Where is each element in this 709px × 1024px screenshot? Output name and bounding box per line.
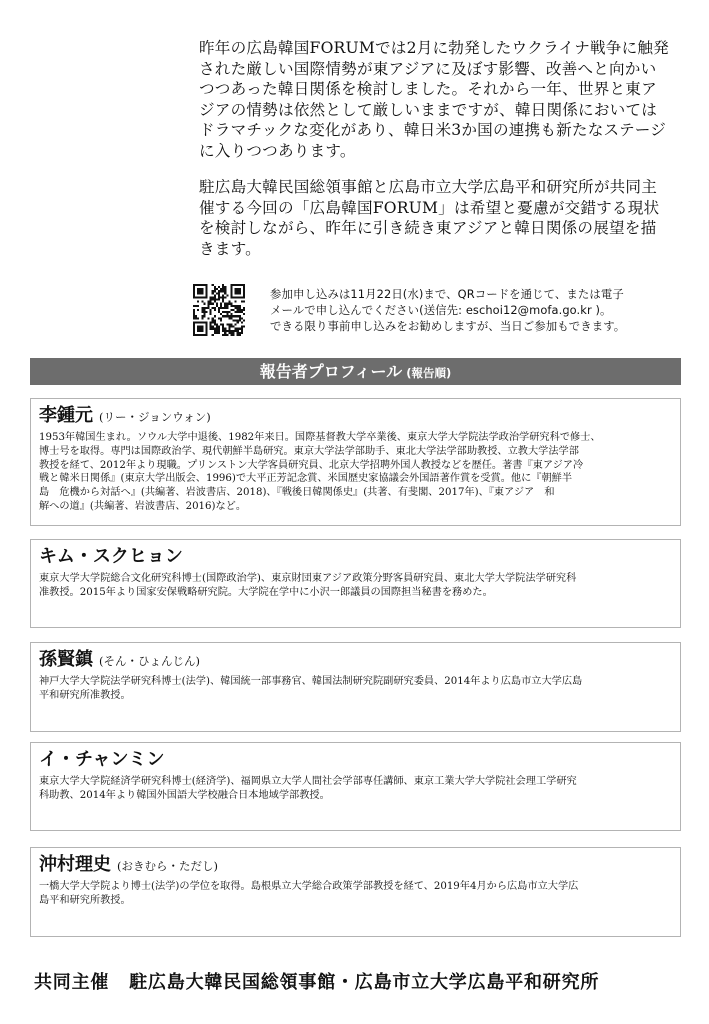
profile-name: 孫賢鎮: [39, 649, 93, 670]
bio-line: 博士号を取得。専門は国際政治学、現代朝鮮半島研究。東京大学法学部助手、東北大学法学部助教授、立教大学法学部: [39, 445, 579, 457]
intro-line: 催する今回の「広島韓国FORUM」は希望と憂慮が交錯する現状: [199, 198, 660, 217]
signup-line: できる限り事前申し込みをお勧めしますが、当日ご参加もできます。: [270, 319, 626, 333]
profile-card-kim-sook-hyun: [30, 539, 681, 628]
intro-line: を検討しながら、昨年に引き続き東アジアと韓日関係の展望を描: [199, 219, 657, 237]
bio-line: 解への道』(共編著、岩波書店、2016)など。: [39, 500, 247, 512]
profile-name-row: [39, 745, 170, 771]
signup-line: メールで申し込んでください(送信先: eschoi12@mofa.go.kr )。: [270, 303, 612, 317]
profile-reading: (おきむら・ただし): [117, 859, 218, 873]
intro-text: [199, 38, 677, 259]
bio-line: 島 危機から対話へ』(共編著、岩波書店、2018)、『戦後日韓関係史』(共著、有斐閣、2017年)、『東アジア 和: [39, 487, 555, 499]
co-host-organizers: 駐広島大韓民国総領事館・広島市立大学広島平和研究所: [129, 972, 600, 993]
profile-name-row: [39, 850, 218, 876]
section-title: 報告者プロフィール: [259, 362, 403, 381]
profile-name: 沖村理史: [39, 854, 111, 875]
bio-line: 戦と韓米日関係』(東京大学出版会、1996)で大平正芳記念賞、米国歴史家協議会外国語著作賞を受賞。他に『朝鮮半: [39, 473, 573, 485]
section-subtitle: (報告順): [406, 366, 452, 380]
signup-notice: [270, 286, 690, 334]
bio-line: 1953年韓国生まれ。ソウル大学中退後、1982年来日。国際基督教大学卒業後、東京大学大学院法学政治学研究科で修士、: [39, 432, 601, 443]
intro-paragraph-2: [199, 177, 677, 259]
qr-code-icon[interactable]: [193, 284, 245, 336]
profile-bio: [39, 675, 675, 703]
bio-line: 東京大学大学院経済学研究科博士(経済学)、福岡県立大学人間社会学部専任講師、東京工業大学大学院社会理工学研究: [39, 776, 577, 787]
intro-line: きます。: [199, 239, 261, 258]
profile-name-row: [39, 401, 211, 427]
intro-line: 駐広島大韓民国総領事館と広島市立大学広島平和研究所が共同主: [199, 178, 658, 196]
profile-card-okimura-tadashi: [30, 847, 681, 937]
intro-line: された厳しい国際情勢が東アジアに及ぼす影響、改善へと向かい: [199, 59, 657, 78]
bio-line: 一橋大学大学院より博士(法学)の学位を取得。島根県立大学総合政策学部教授を経て、2019年4月から広島市立大学広: [39, 881, 579, 892]
profile-reading: (そん・ひょんじん): [99, 654, 200, 668]
co-hosts-footer: [34, 968, 599, 994]
bio-line: 東京大学大学院総合文化研究科博士(国際政治学)、東京財団東アジア政策分野客員研究員、東北大学大学院法学研究科: [39, 573, 577, 584]
bio-line: 神戸大学大学院法学研究科博士(法学)、韓国統一部事務官、韓国法制研究院副研究委員、2014年より広島市立大学広島: [39, 676, 583, 687]
profile-bio: [39, 880, 675, 908]
intro-line: ジアの情勢は依然として厳しいままですが、韓日関係においては: [199, 100, 658, 119]
profile-name: イ・チャンミン: [39, 749, 165, 770]
profile-card-son-hyun-jin: [30, 642, 681, 732]
co-host-label: 共同主催: [34, 972, 110, 993]
bio-line: 平和研究所准教授。: [39, 689, 131, 701]
profile-reading: (リー・ジョンウォン): [99, 410, 211, 424]
profile-name-row: [39, 645, 200, 671]
intro-line: 昨年の広島韓国FORUMでは2月に勃発したウクライナ戦争に触発: [199, 39, 669, 57]
section-banner: [30, 358, 681, 385]
profile-name-row: [39, 542, 189, 568]
profile-name: キム・スクヒョン: [39, 546, 183, 567]
profile-bio: [39, 431, 675, 514]
profile-card-lee-chang-min: [30, 742, 681, 831]
signup-line: 参加申し込みは11月22日(水)まで、QRコードを通じて、または電子: [270, 287, 624, 301]
bio-line: 教授を経て、2012年より現職。プリンストン大学客員研究員、北京大学招聘外国人教授などを歴任。著書『東アジア冷: [39, 459, 584, 471]
intro-line: ドラマチックな変化があり、韓日米3か国の連携も新たなステージ: [199, 121, 667, 139]
profile-bio: [39, 775, 675, 803]
profile-bio: [39, 572, 675, 600]
profile-card-lee-jong-won: [30, 398, 681, 526]
bio-line: 科助教、2014年より韓国外国語大学校融合日本地域学部教授。: [39, 789, 330, 801]
intro-line: に入りつつあります。: [199, 141, 356, 160]
bio-line: 島平和研究所教授。: [39, 894, 131, 906]
profile-name: 李鍾元: [39, 405, 93, 426]
intro-paragraph-1: [199, 38, 677, 161]
intro-line: つつあった韓日関係を検討しました。それから一年、世界と東ア: [199, 80, 657, 98]
bio-line: 准教授。2015年より国家安保戦略研究院。大学院在学中に小沢一郎議員の国際担当秘書を務めた。: [39, 586, 493, 598]
